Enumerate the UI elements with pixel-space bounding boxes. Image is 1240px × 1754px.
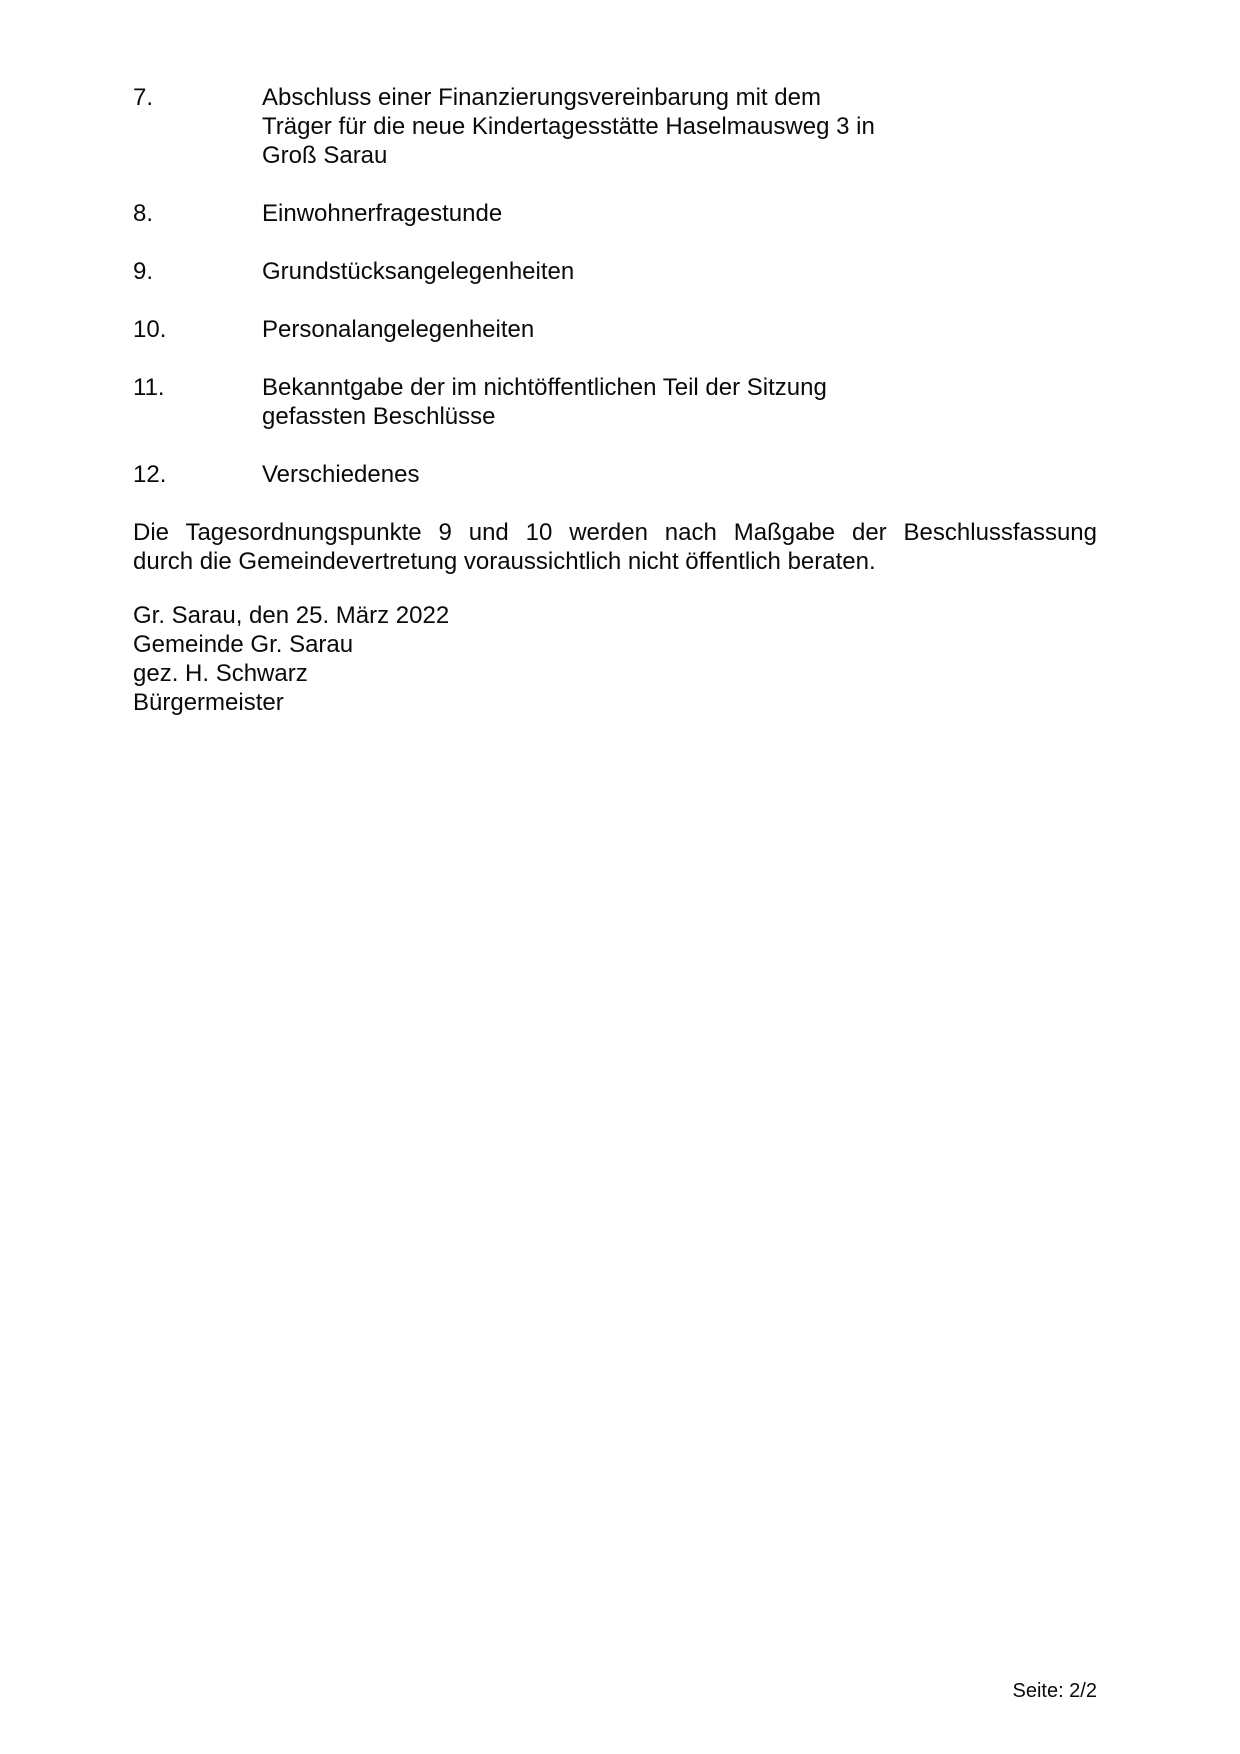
agenda-item-line: Abschluss einer Finanzierungsvereinbarung mit dem [262, 84, 821, 111]
agenda-item-number: 11. [133, 374, 165, 401]
agenda-item-text [262, 315, 1097, 344]
agenda-item-8 [133, 199, 1097, 228]
agenda-item-text [262, 460, 1097, 489]
agenda-item-12 [133, 460, 1097, 489]
signature-title: Bürgermeister [133, 689, 284, 716]
page-number: Seite: 2/2 [1012, 1680, 1097, 1702]
agenda-item-11 [133, 373, 1097, 431]
agenda-item-number: 9. [133, 258, 154, 285]
agenda-item-9 [133, 257, 1097, 286]
note-line: durch die Gemeindevertretung voraussichtlich nicht öffentlich beraten. [133, 548, 876, 575]
agenda-item-line: Grundstücksangelegenheiten [262, 258, 575, 285]
agenda-item-line: Groß Sarau [262, 142, 388, 169]
signature-municipality: Gemeinde Gr. Sarau [133, 631, 354, 658]
agenda-item-number: 10. [133, 316, 167, 343]
agenda-item-number: 8. [133, 200, 154, 227]
agenda-item-10 [133, 315, 1097, 344]
signature-name: gez. H. Schwarz [133, 660, 308, 687]
agenda-item-7 [133, 83, 1097, 170]
agenda-item-line: Träger für die neue Kindertagesstätte Haselmausweg 3 in [262, 113, 875, 140]
agenda-content [133, 83, 1097, 717]
agenda-item-text [262, 83, 1097, 170]
agenda-item-line: Personalangelegenheiten [262, 316, 535, 343]
signature-place-date: Gr. Sarau, den 25. März 2022 [133, 602, 450, 629]
agenda-item-number: 7. [133, 84, 154, 111]
agenda-item-text [262, 257, 1097, 286]
agenda-item-text [262, 199, 1097, 228]
agenda-item-number: 12. [133, 461, 167, 488]
signature-block [133, 601, 1097, 717]
non-public-note [133, 518, 1097, 576]
agenda-item-text [262, 373, 1097, 431]
agenda-item-line: Verschiedenes [262, 461, 420, 488]
agenda-item-line: gefassten Beschlüsse [262, 403, 496, 430]
note-line: Die Tagesordnungspunkte 9 und 10 werden nach Maßgabe der Beschlussfassung [133, 519, 1097, 546]
agenda-item-line: Einwohnerfragestunde [262, 200, 503, 227]
agenda-item-line: Bekanntgabe der im nichtöffentlichen Teil der Sitzung [262, 374, 827, 401]
